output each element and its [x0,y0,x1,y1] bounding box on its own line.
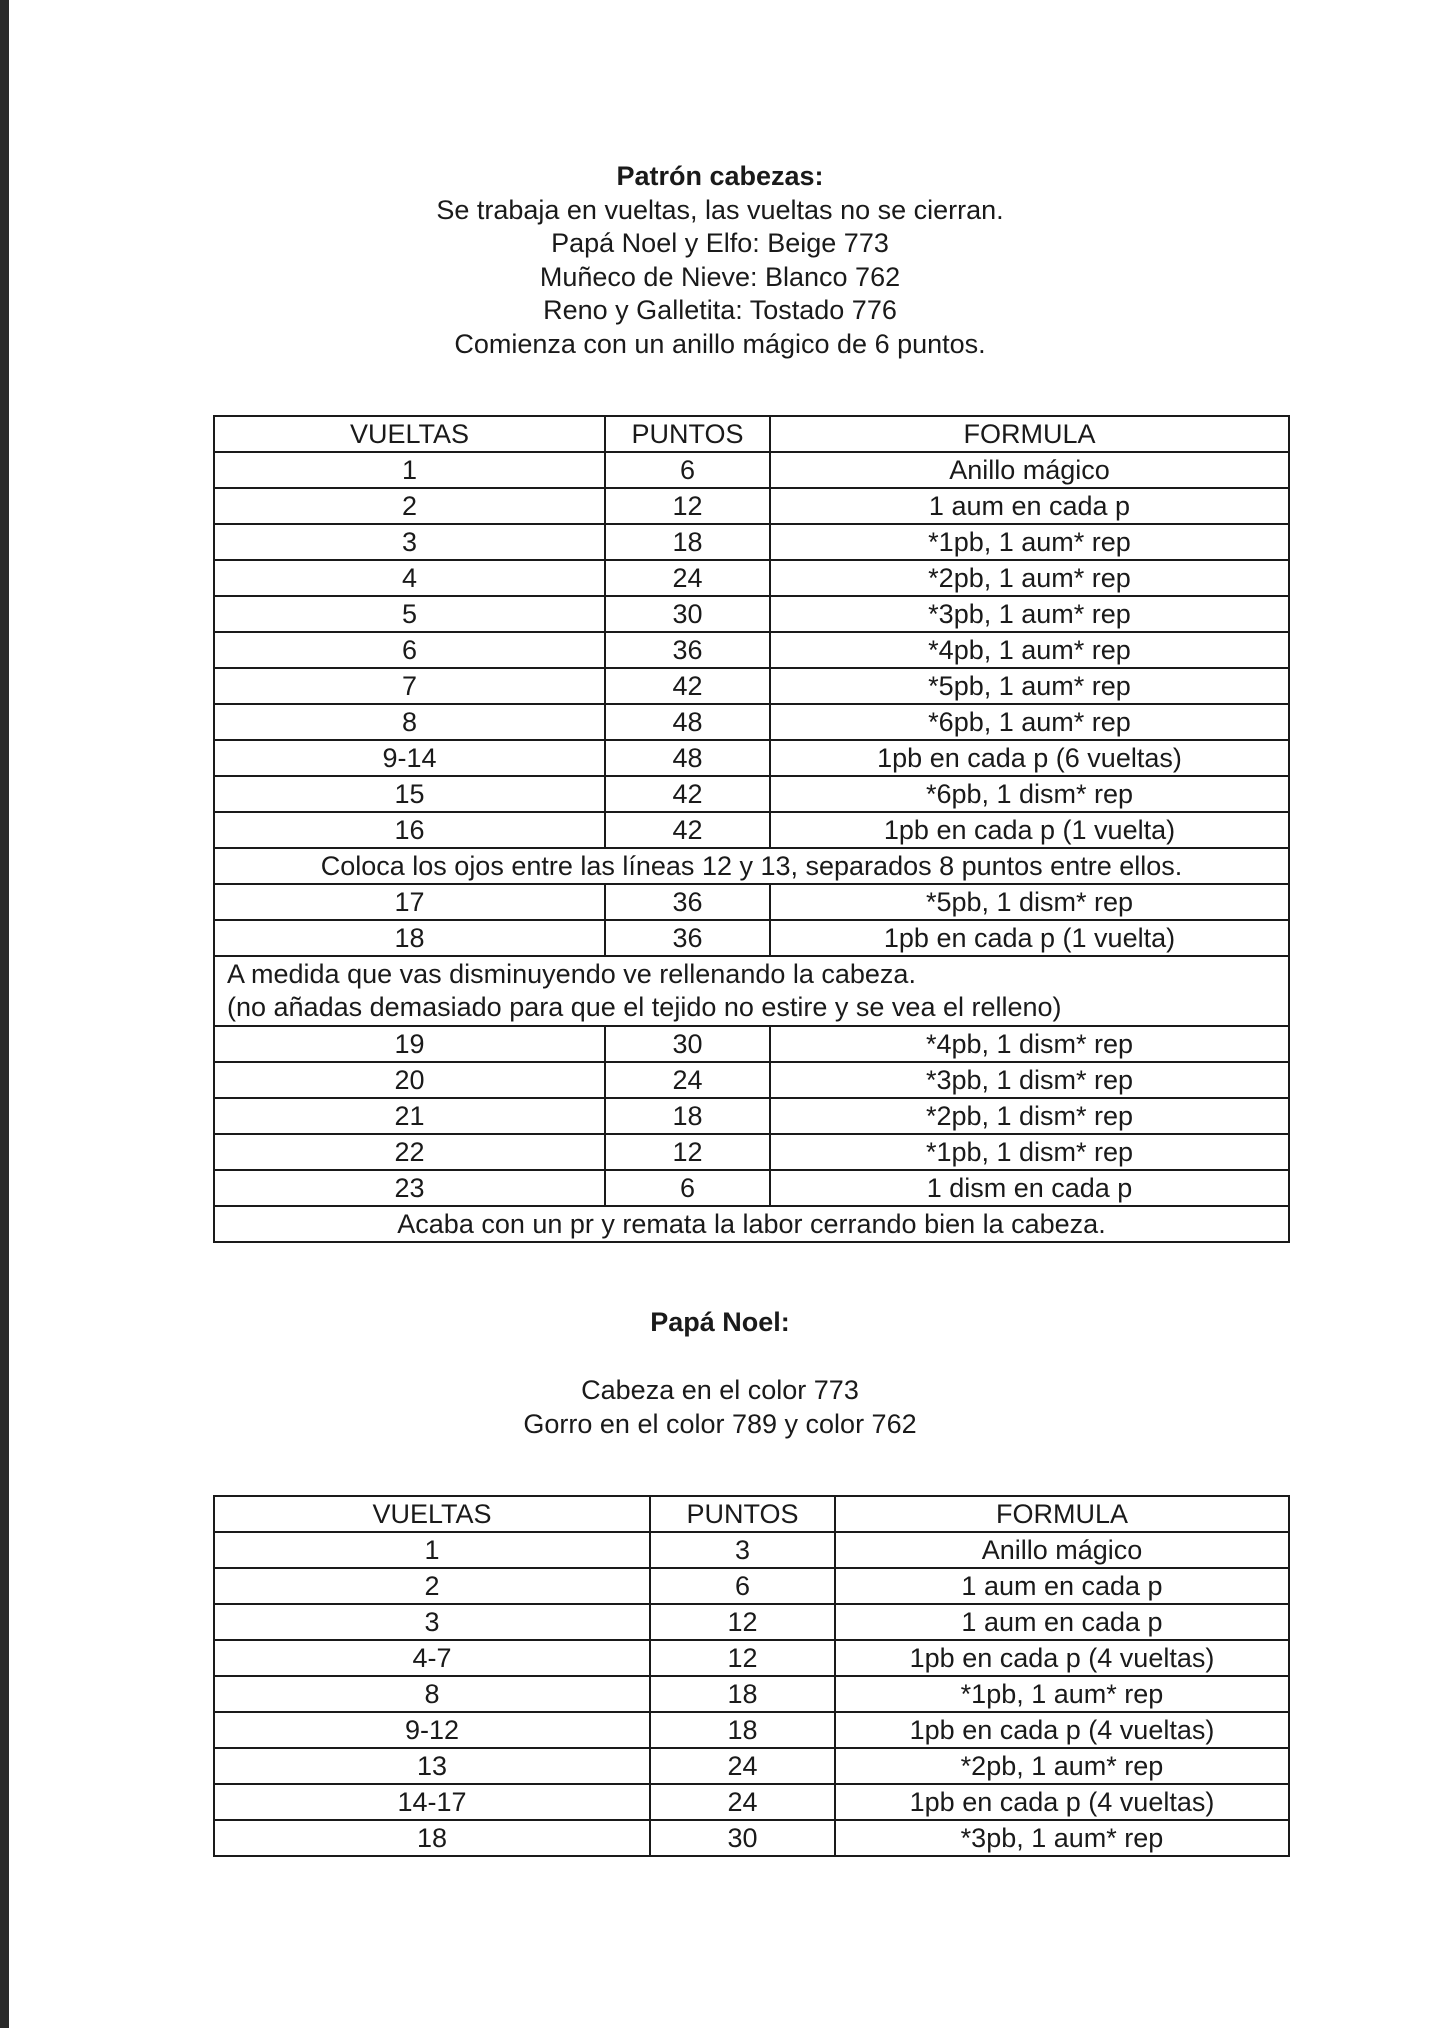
cell-formula: *6pb, 1 aum* rep [770,704,1289,740]
cell-puntos: 6 [605,452,770,488]
cell-formula: 1 aum en cada p [835,1568,1289,1604]
cell-vueltas: 16 [214,812,605,848]
table-row [214,1712,1289,1748]
heads-line: Papá Noel y Elfo: Beige 773 [551,228,889,259]
cell-formula: 1pb en cada p (4 vueltas) [835,1712,1289,1748]
column-header-vueltas: VUELTAS [214,416,605,452]
table-row [214,704,1289,740]
note-eyes-row-line: Coloca los ojos entre las líneas 12 y 13, separados 8 puntos entre ellos. [320,850,1183,881]
table-row [214,1026,1289,1062]
note-end-row-line: Acaba con un pr y remata la labor cerrando bien la cabeza. [397,1208,1106,1239]
cell-formula: *5pb, 1 dism* rep [770,884,1289,920]
cell-vueltas: 18 [214,920,605,956]
table-row [214,1676,1289,1712]
cell-vueltas: 3 [214,1604,650,1640]
santa-line: Cabeza en el color 773 [581,1375,859,1405]
table-header-row [214,416,1289,452]
cell-puntos: 24 [650,1784,835,1820]
note-end-row [214,1206,1289,1242]
table-row [214,920,1289,956]
table-row [214,740,1289,776]
heads-line: Se trabaja en vueltas, las vueltas no se cierran. [436,194,1004,225]
note-fill-row-text [214,956,1289,1026]
column-header-formula: FORMULA [835,1496,1289,1532]
cell-formula: Anillo mágico [770,452,1289,488]
column-header-puntos: PUNTOS [650,1496,835,1532]
column-header-vueltas: VUELTAS [214,1496,650,1532]
cell-formula: *2pb, 1 dism* rep [770,1098,1289,1134]
cell-puntos: 24 [605,1062,770,1098]
cell-puntos: 12 [650,1604,835,1640]
cell-vueltas: 4 [214,560,605,596]
cell-vueltas: 1 [214,452,605,488]
heads-line: Reno y Galletita: Tostado 776 [543,295,897,326]
cell-puntos: 18 [650,1712,835,1748]
cell-formula: Anillo mágico [835,1532,1289,1568]
cell-formula: *6pb, 1 dism* rep [770,776,1289,812]
heads-line: Muñeco de Nieve: Blanco 762 [539,261,901,292]
cell-vueltas: 8 [214,704,605,740]
column-header-puntos: PUNTOS [605,416,770,452]
cell-formula: 1pb en cada p (6 vueltas) [770,740,1289,776]
cell-vueltas: 2 [214,488,605,524]
cell-formula: 1pb en cada p (1 vuelta) [770,812,1289,848]
table-row [214,668,1289,704]
cell-formula: *3pb, 1 aum* rep [835,1820,1289,1856]
table-row [214,596,1289,632]
heads-line: Comienza con un anillo mágico de 6 puntos. [454,328,986,359]
cell-vueltas: 1 [214,1532,650,1568]
santa-intro [0,1305,1440,1441]
table-row [214,1784,1289,1820]
cell-vueltas: 4-7 [214,1640,650,1676]
table-row [214,1604,1289,1640]
table-row [214,812,1289,848]
cell-puntos: 30 [605,596,770,632]
cell-vueltas: 13 [214,1748,650,1784]
cell-formula: *3pb, 1 dism* rep [770,1062,1289,1098]
note-eyes-row [214,848,1289,884]
cell-formula: *4pb, 1 aum* rep [770,632,1289,668]
santa-pattern-table [213,1495,1290,1857]
cell-puntos: 12 [605,1134,770,1170]
note-fill-row [214,956,1289,1026]
cell-formula: *2pb, 1 aum* rep [770,560,1289,596]
heads-intro [0,160,1440,362]
cell-formula: *5pb, 1 aum* rep [770,668,1289,704]
cell-puntos: 6 [605,1170,770,1206]
cell-formula: 1 aum en cada p [770,488,1289,524]
cell-puntos: 12 [650,1640,835,1676]
table-row [214,1820,1289,1856]
cell-vueltas: 19 [214,1026,605,1062]
table-row [214,1098,1289,1134]
cell-vueltas: 18 [214,1820,650,1856]
table-row [214,632,1289,668]
table-row [214,776,1289,812]
cell-vueltas: 9-14 [214,740,605,776]
cell-vueltas: 21 [214,1098,605,1134]
cell-puntos: 12 [605,488,770,524]
table-row [214,1568,1289,1604]
table-row [214,452,1289,488]
cell-formula: *2pb, 1 aum* rep [835,1748,1289,1784]
table-header-row [214,1496,1289,1532]
cell-puntos: 36 [605,632,770,668]
cell-puntos: 18 [605,1098,770,1134]
table-row [214,884,1289,920]
cell-puntos: 18 [605,524,770,560]
table-row [214,524,1289,560]
note-fill-row-line: A medida que vas disminuyendo ve rellenando la cabeza. [227,959,916,989]
cell-vueltas: 23 [214,1170,605,1206]
cell-formula: *1pb, 1 dism* rep [770,1134,1289,1170]
table-row [214,488,1289,524]
cell-vueltas: 14-17 [214,1784,650,1820]
table-row [214,1170,1289,1206]
cell-puntos: 36 [605,884,770,920]
cell-puntos: 48 [605,740,770,776]
cell-puntos: 24 [605,560,770,596]
cell-puntos: 36 [605,920,770,956]
table-row [214,1062,1289,1098]
table-row [214,1532,1289,1568]
heads-title: Patrón cabezas: [616,161,824,191]
cell-puntos: 3 [650,1532,835,1568]
cell-formula: 1pb en cada p (4 vueltas) [835,1640,1289,1676]
cell-puntos: 6 [650,1568,835,1604]
cell-formula: *3pb, 1 aum* rep [770,596,1289,632]
cell-formula: *4pb, 1 dism* rep [770,1026,1289,1062]
cell-puntos: 24 [650,1748,835,1784]
santa-line: Gorro en el color 789 y color 762 [523,1409,917,1439]
table-row [214,560,1289,596]
cell-vueltas: 22 [214,1134,605,1170]
note-eyes-row-text [214,848,1289,884]
cell-puntos: 42 [605,776,770,812]
column-header-formula: FORMULA [770,416,1289,452]
cell-puntos: 18 [650,1676,835,1712]
table-row [214,1134,1289,1170]
cell-formula: 1 aum en cada p [835,1604,1289,1640]
cell-vueltas: 5 [214,596,605,632]
cell-vueltas: 8 [214,1676,650,1712]
cell-vueltas: 6 [214,632,605,668]
cell-formula: 1pb en cada p (4 vueltas) [835,1784,1289,1820]
cell-vueltas: 15 [214,776,605,812]
cell-formula: 1 dism en cada p [770,1170,1289,1206]
cell-vueltas: 3 [214,524,605,560]
cell-vueltas: 2 [214,1568,650,1604]
cell-formula: *1pb, 1 aum* rep [770,524,1289,560]
cell-formula: 1pb en cada p (1 vuelta) [770,920,1289,956]
heads-pattern-table [213,415,1290,1243]
cell-puntos: 30 [650,1820,835,1856]
cell-puntos: 48 [605,704,770,740]
cell-vueltas: 7 [214,668,605,704]
santa-title: Papá Noel: [650,1307,790,1337]
table-row [214,1640,1289,1676]
cell-puntos: 42 [605,812,770,848]
cell-puntos: 30 [605,1026,770,1062]
cell-formula: *1pb, 1 aum* rep [835,1676,1289,1712]
table-row [214,1748,1289,1784]
note-fill-row-line: (no añadas demasiado para que el tejido no estire y se vea el relleno) [227,992,1062,1022]
cell-puntos: 42 [605,668,770,704]
note-end-row-text [214,1206,1289,1242]
cell-vueltas: 20 [214,1062,605,1098]
cell-vueltas: 9-12 [214,1712,650,1748]
cell-vueltas: 17 [214,884,605,920]
